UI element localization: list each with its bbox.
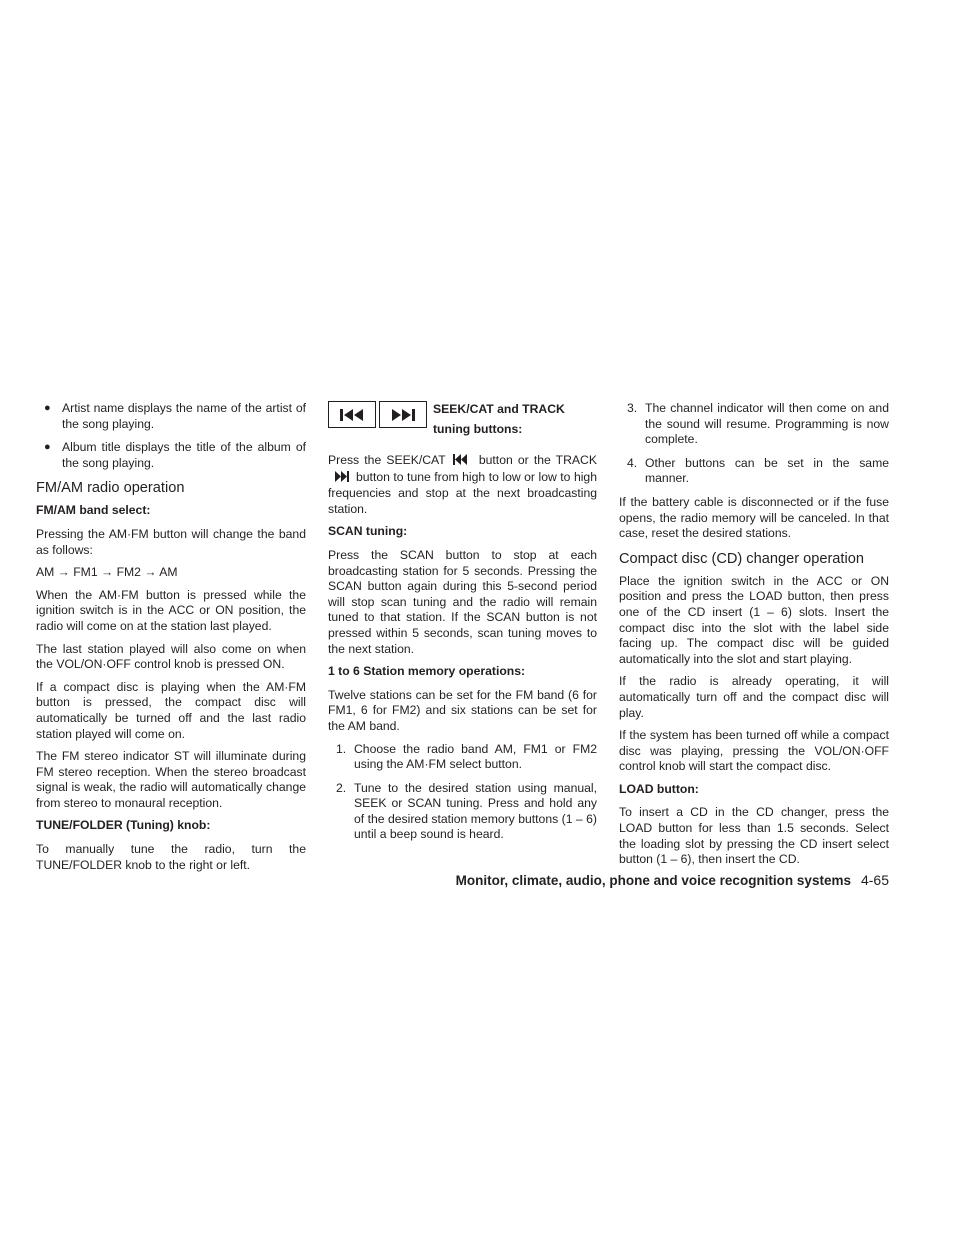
subheading-tune-folder: TUNE/FOLDER (Tuning) knob: (36, 818, 211, 833)
paragraph: To manually tune the radio, turn the TUNE/FOLDER knob to the right or left. (36, 842, 306, 872)
paragraph: If the battery cable is disconnected or if the fuse opens, the radio memory will be canceled. In that case, reset the desired stations. (619, 494, 889, 541)
section-heading-cd: Compact disc (CD) changer operation (619, 550, 864, 567)
step-list (619, 401, 889, 487)
list-item: ● Artist name displays the name of the artist of the song playing. (44, 401, 306, 431)
paragraph: Twelve stations can be set for the FM band (6 for FM1, 6 for FM2) and six stations can be set for the AM band. (328, 687, 597, 733)
skip-forward-icon (334, 471, 350, 487)
bullet-dot-icon: ● (44, 441, 51, 454)
column-left (36, 401, 306, 880)
subheading-scan: SCAN tuning: (328, 524, 408, 539)
paragraph: If the system has been turned off while a compact disc was playing, pressing the VOL/ON·OFF control knob will start the compact disc. (619, 728, 889, 774)
paragraph: Pressing the AM·FM button will change the band as follows: (36, 526, 306, 557)
list-item: 3. The channel indicator will then come on and the sound will resume. Programming is now complete. (627, 401, 889, 447)
paragraph: Place the ignition switch in the ACC or ON position and press the LOAD button, then press one of the CD insert (1 – 6) slots. Insert the compact disc into the slot with the label side facing up. The compact disc will be guided automatically into the slot and start playing. (619, 573, 889, 666)
skip-back-icon (452, 454, 468, 470)
column-middle (328, 401, 597, 851)
bullet-dot-icon: ● (44, 402, 51, 414)
paragraph: When the AM·FM button is pressed while the ignition switch is in the ACC or ON position, the radio will come on at the station last played. (36, 587, 306, 633)
bullet-list (36, 401, 306, 471)
paragraph: If a compact disc is playing when the AM·FM button is pressed, the compact disc will automatically be turned off and the last radio station played will come on. (36, 679, 306, 741)
paragraph: The FM stereo indicator ST will illuminate during FM stereo reception. When the stereo broadcast signal is weak, the radio will automatically change from stereo to monaural reception. (36, 749, 306, 810)
page-footer (0, 872, 889, 888)
skip-back-icon (328, 401, 376, 428)
page-number: 4-65 (860, 872, 889, 888)
subheading-load: LOAD button: (619, 781, 699, 796)
list-item: 4. Other buttons can be set in the same manner. (627, 455, 889, 486)
subheading-seek-track: SEEK/CAT and TRACK (433, 402, 565, 416)
paragraph: The last station played will also come on when the VOL/ON·OFF control knob is pressed ON. (36, 641, 306, 672)
list-item: 1. Choose the radio band AM, FM1 or FM2 using the AM·FM select button. (336, 741, 597, 772)
subheading-seek-track-2: tuning buttons: (433, 422, 523, 436)
column-right (619, 401, 889, 875)
skip-forward-icon (379, 401, 427, 428)
list-item: ● Album title displays the title of the album of the song playing. (44, 440, 306, 470)
footer-section-title: Monitor, climate, audio, phone and voice recognition systems (455, 873, 851, 888)
step-list (328, 742, 597, 844)
band-sequence: AM → FM1 → FM2 → AM (36, 565, 178, 580)
paragraph: If the radio is already operating, it will automatically turn off and the compact disc will play. (619, 674, 889, 720)
subheading-band-select: FM/AM band select: (36, 503, 151, 518)
list-item: 2. Tune to the desired station using manual, SEEK or SCAN tuning. Press and hold any of the desired station memory buttons (1 – 6) until a beep sound is heard. (336, 780, 597, 842)
seek-track-heading (328, 401, 597, 439)
paragraph: Press the SCAN button to stop at each broadcasting station for 5 seconds. Pressing the SCAN button again during this 5-second period will stop scan tuning and the radio will remain tuned to that station. If the SCAN button is not pressed within 5 seconds, scan tuning moves to the next station. (328, 547, 597, 656)
subheading-memory: 1 to 6 Station memory operations: (328, 664, 526, 679)
paragraph: To insert a CD in the CD changer, press the LOAD button for less than 1.5 seconds. Select the loading slot by pressing the CD insert select button (1 – 6), then insert the CD. (619, 805, 889, 867)
section-heading-fm-am: FM/AM radio operation (36, 480, 185, 497)
paragraph-seek: Press the SEEK/CAT button or the TRACKbutton to tune from high to low or low to high frequencies and stop at the next broadcasting station. (328, 453, 597, 516)
